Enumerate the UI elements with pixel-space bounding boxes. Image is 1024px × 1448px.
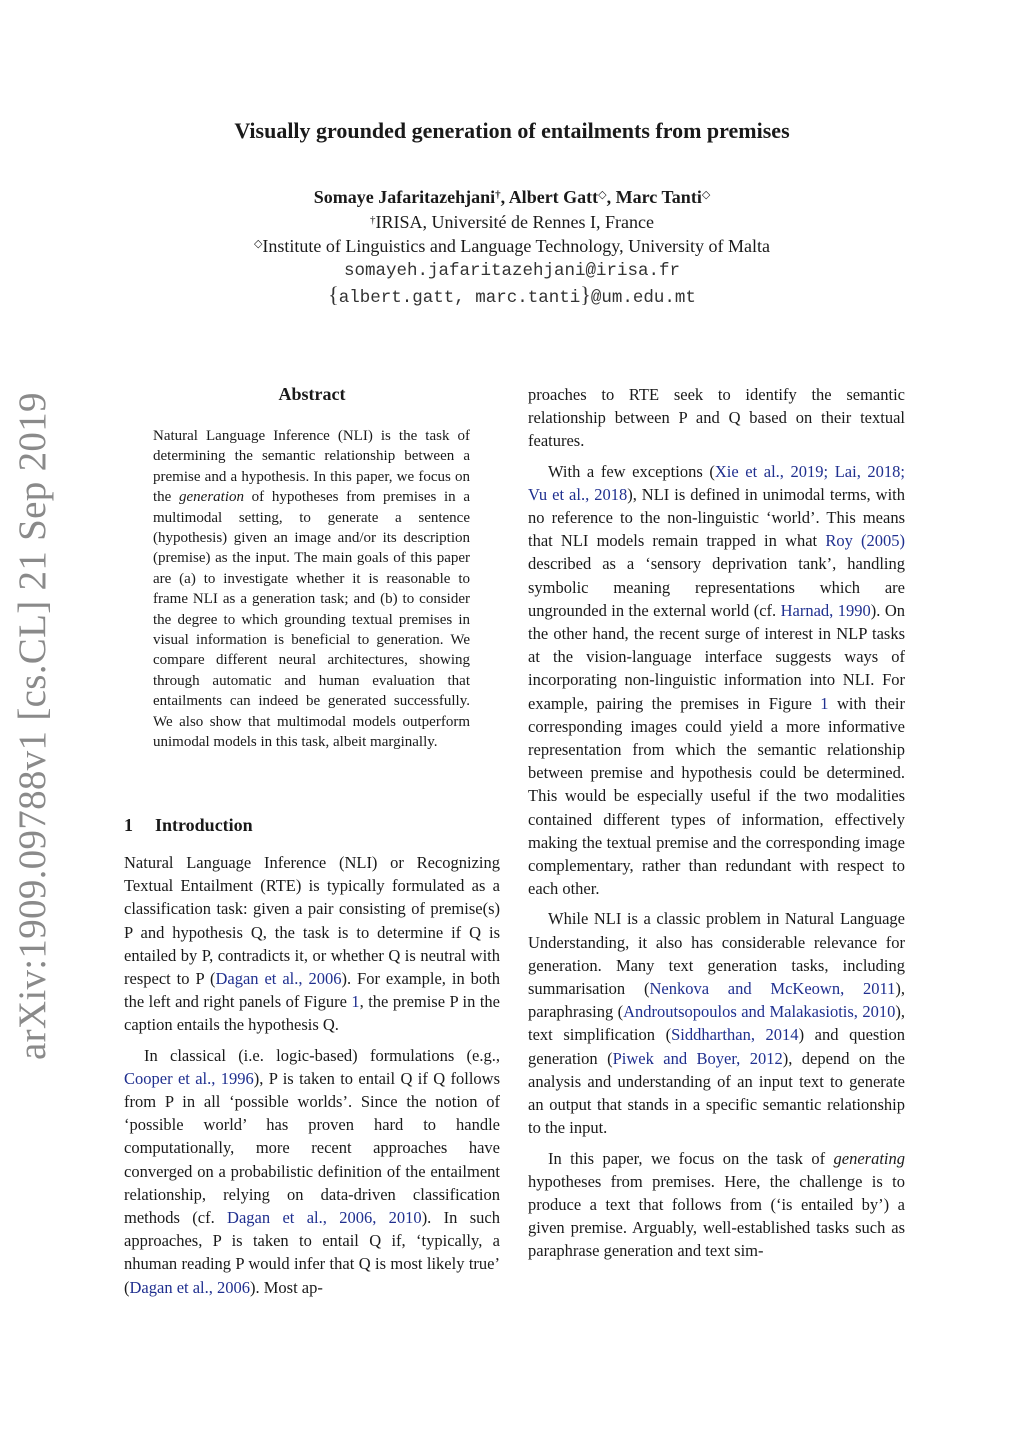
paper-title: Visually grounded generation of entailments from premises (234, 118, 790, 143)
intro-paragraph-2: In classical (i.e. logic-based) formulations (e.g., Cooper et al., 1996), P is taken to entail Q if Q follows from P in all ‘possible worlds’. Since the notion of ‘possible world’ has proven hard to handle computationally, more recent approaches have converged on a probabilistic definition of the entailment relationship, relying on data-driven classification methods (cf. Dagan et al., 2006, 2010). In such approaches, P is taken to entail Q if, ‘typically, a nhuman reading P would infer that Q is most likely true’ (Dagan et al., 2006). Most ap- (124, 1045, 500, 1297)
author-3: Marc Tanti (615, 187, 702, 207)
citation-link[interactable]: Dagan et al., 2006 (215, 969, 342, 989)
right-paragraph-3: In this paper, we focus on the task of generating hypotheses from premises. Here, the challenge is to produce a text that follows from (‘is entailed by’) a given premise. Arguably, well-established tasks such as paraphrase generation and text sim- (528, 1148, 905, 1261)
citation-link[interactable]: Xie et al., 2019; Lai, 2018; Vu et al., 2018 (528, 461, 905, 504)
email-1[interactable]: somayeh.jafaritazehjani@irisa.fr (343, 260, 681, 281)
author-1-mark: † (495, 189, 501, 201)
email-2[interactable]: {albert.gatt, marc.tanti}@um.edu.mt (328, 282, 696, 308)
right-paragraph-continuation: proaches to RTE seek to identify the semantic relationship between P and Q based on their textual features. (528, 385, 905, 451)
citation-link[interactable]: Dagan et al., 2006 (129, 1277, 251, 1297)
citation-link[interactable]: Nenkova and McKeown, 2011 (649, 979, 896, 999)
citation-link[interactable]: Dagan et al., 2006, 2010 (227, 1208, 422, 1228)
citation-link[interactable]: Harnad, 1990 (780, 600, 871, 620)
citation-link[interactable]: Androutsopoulos and Malakasiotis, 2010 (623, 1002, 896, 1022)
intro-paragraph-1: Natural Language Inference (NLI) or Recognizing Textual Entailment (RTE) is typically formulated as a classification task: given a pair consisting of premise(s) P and hypothesis Q, the task is to determine if Q is entailed by P, contradicts it, or whether Q is neutral with respect to P (Dagan et al., 2006). For example, in both the left and right panels of Figure 1, the premise P in the caption entails the hypothesis Q. (124, 853, 500, 1035)
arxiv-stamp: arXiv:1909.09788v1 [cs.CL] 21 Sep 2019 (11, 392, 54, 1060)
author-1: Somaye Jafaritazehjani (313, 187, 496, 207)
citation-link[interactable]: Siddharthan, 2014 (671, 1025, 799, 1045)
author-2-mark: ◇ (598, 189, 607, 201)
left-column-body (124, 851, 500, 1299)
author-3-mark: ◇ (701, 189, 711, 201)
abstract-text: Natural Language Inference (NLI) is the task of determining the semantic relationship between a premise and a hypothesis. In this paper, we focus on the generation of hypotheses from premises in a multimodal setting, to generate a sentence (hypothesis) given an image and/or its description (premise) as the input. The main goals of this paper are (a) to investigate whether it is reasonable to frame NLI as a generation task; and (b) to consider the degree to which grounding textual premises in visual information is beneficial to generation. We compare different neural architectures, showing through automatic and human evaluation that entailments can indeed be generated successfully. We also show that multimodal models outperform unimodal models in this task, albeit marginally. (153, 428, 470, 751)
citation-link[interactable]: Cooper et al., 1996 (124, 1068, 254, 1088)
author-names: Somaye Jafaritazehjani†, Albert Gatt◇, Marc Tanti◇ (313, 187, 711, 207)
right-paragraph-1: With a few exceptions (Xie et al., 2019; Lai, 2018; Vu et al., 2018), NLI is defined in unimodal terms, with no reference to the non-linguistic ‘world’. This means that NLI models remain trapped in what Roy (2005) described as a ‘sensory deprivation tank’, handling symbolic meaning representations which are ungrounded in the external world (cf. Harnad, 1990). On the other hand, the recent surge of interest in NLP tasks at the vision-language interface suggests ways of incorporating non-linguistic information into NLI. For example, pairing the premises in Figure 1 with their corresponding images could yield a more informative representation from which the semantic relationship between premise and hypothesis could be determined. This would be especially useful if the two modalities contained different types of information, effectively making the textual premise and the corresponding image complementary, rather than redundant with respect to each other. (528, 461, 905, 899)
section-heading-introduction: 1 Introduction (124, 815, 253, 835)
right-paragraph-2: While NLI is a classic problem in Natural Language Understanding, it also has considerable relevance for generation. Many text generation tasks, including summarisation (Nenkova and McKeown, 2011), paraphrasing (Androutsopoulos and Malakasiotis, 2010), text simplification (Siddharthan, 2014) and question generation (Piwek and Boyer, 2012), depend on the analysis and understanding of an input text to generate an output that stands in a specific semantic relationship to the input. (528, 909, 905, 1138)
author-2: Albert Gatt (508, 187, 599, 207)
right-column-body (528, 383, 905, 1263)
citation-link[interactable]: Roy (2005) (825, 531, 905, 551)
abstract-heading: Abstract (278, 384, 346, 404)
figure-reference-link[interactable]: 1 (351, 992, 360, 1012)
citation-link[interactable]: Piwek and Boyer, 2012 (612, 1048, 783, 1068)
affiliation-2: ◇Institute of Linguistics and Language Technology, University of Malta (253, 236, 771, 256)
affiliation-1: †IRISA, Université de Rennes I, France (370, 211, 654, 232)
figure-reference-link[interactable]: 1 (820, 693, 829, 713)
author-block (0, 185, 1024, 311)
